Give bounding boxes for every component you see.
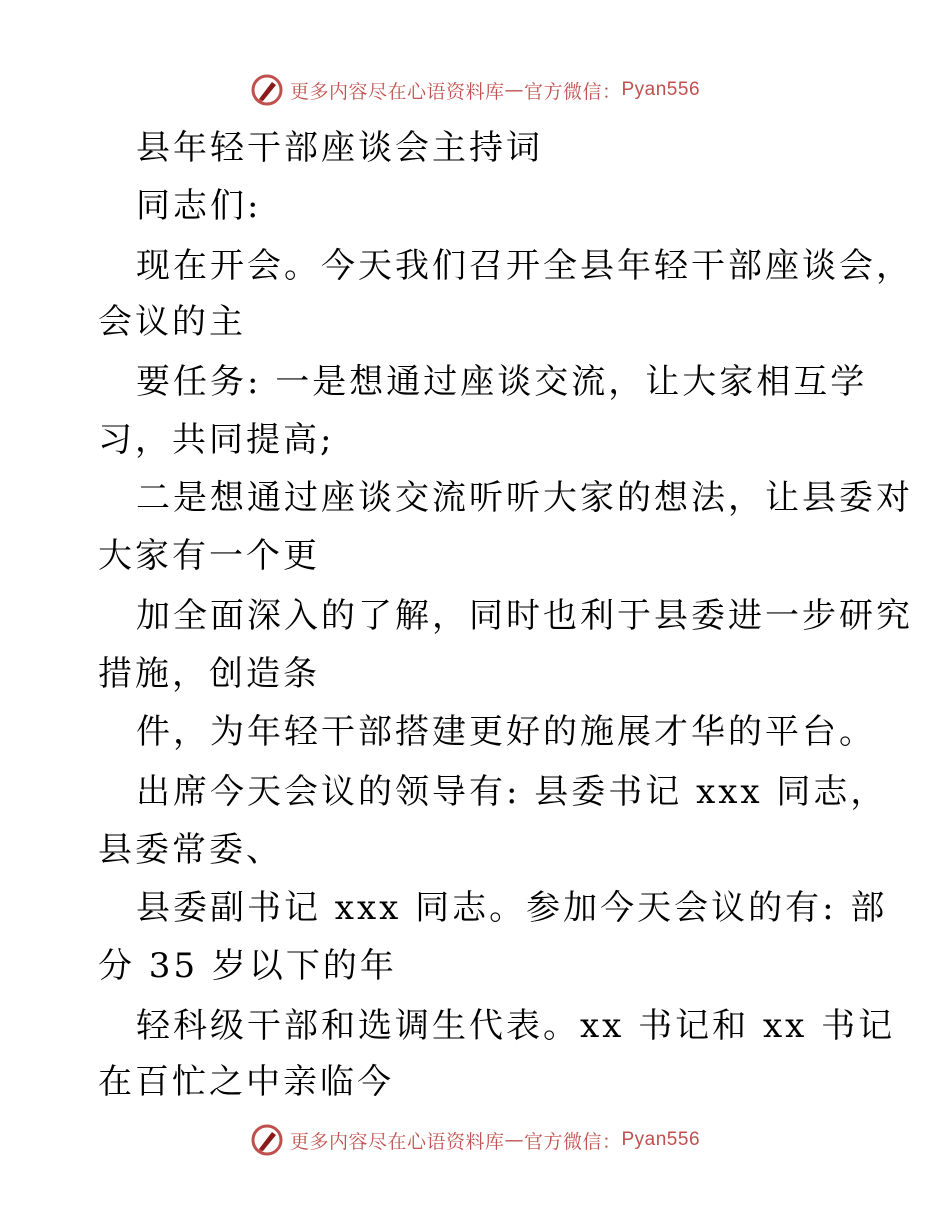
text-line: 习，共同提高; [98, 420, 335, 460]
text-line: 县委副书记 xxx 同志。参加今天会议的有: 部 [136, 888, 888, 928]
text-line: 措施，创造条 [98, 654, 320, 694]
watermark-wechat-label: 官方微信： [523, 80, 622, 103]
document-title: 县年轻干部座谈会主持词 [136, 128, 543, 168]
watermark-site-text: 更多内容尽在心语资料库 [289, 80, 505, 103]
watermark-wechat-label: 官方微信： [523, 1130, 622, 1153]
text-line: 现在开会。今天我们召开全县年轻干部座谈会， [136, 246, 913, 286]
text-line: 要任务: 一是想通过座谈交流，让大家相互学 [136, 362, 868, 402]
watermark-wechat-id: Pyan556 [621, 79, 701, 100]
watermark-wechat-id: Pyan556 [621, 1129, 701, 1150]
watermark-dash: — [504, 1129, 524, 1151]
watermark-site-text: 更多内容尽在心语资料库 [289, 1130, 505, 1153]
text-line: 件，为年轻干部搭建更好的施展才华的平台。 [136, 712, 876, 752]
watermark-dash: — [504, 79, 524, 101]
pen-nib-circle-icon [250, 1123, 284, 1157]
text-line: 县委常委、 [98, 830, 283, 870]
text-line: 在百忙之中亲临今 [98, 1062, 394, 1102]
footer-watermark [0, 1120, 950, 1160]
text-line: 分 35 岁以下的年 [98, 946, 397, 986]
text-line: 会议的主 [98, 302, 246, 342]
text-line: 二是想通过座谈交流听听大家的想法，让县委对 [136, 478, 913, 518]
text-line: 加全面深入的了解，同时也利于县委进一步研究 [136, 596, 913, 636]
text-line: 轻科级干部和选调生代表。xx 书记和 xx 书记 [136, 1006, 896, 1046]
salutation: 同志们: [136, 186, 262, 226]
text-line: 出席今天会议的领导有: 县委书记 xxx 同志， [136, 772, 888, 812]
text-line: 大家有一个更 [98, 536, 320, 576]
